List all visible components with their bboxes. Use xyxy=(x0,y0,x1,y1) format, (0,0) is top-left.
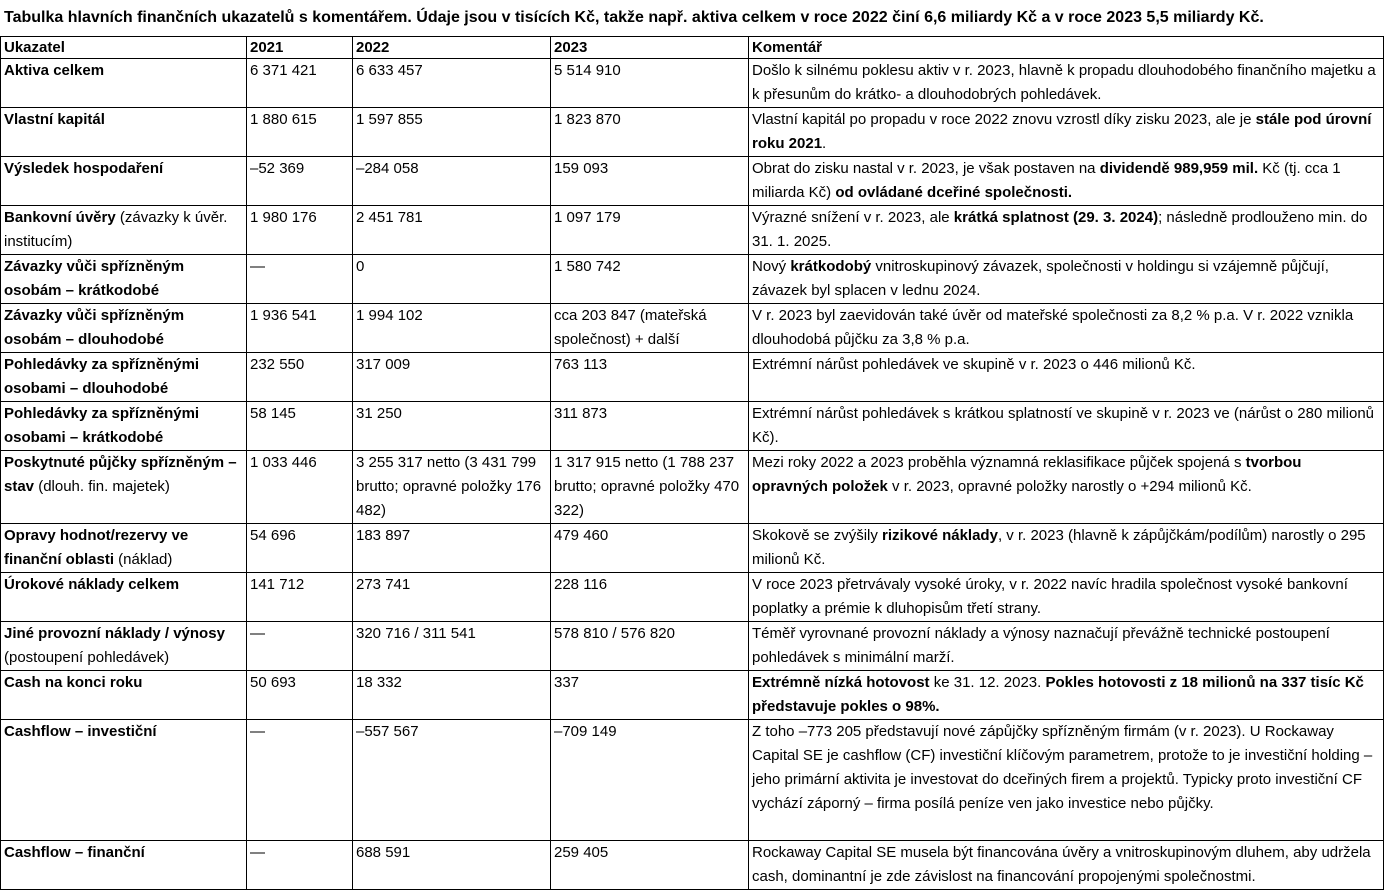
comment-cell-text: Z toho –773 205 představují nové zápůjčky spřízněným firmám (v r. 2023). U Rockaway Capital SE je cashflow (CF) investiční klíčovým parametrem, protože to je investiční holding – jeho primární aktivita je investovat do dceřiných firem a projektů. Typicky proto investiční CF vychází záporný – firma posílá peníze ven jako investice nebo půjčky. xyxy=(752,723,1373,812)
table-row xyxy=(1,304,1384,353)
indicator-cell xyxy=(1,720,247,841)
table-row xyxy=(1,573,1384,622)
table-row xyxy=(1,402,1384,451)
value-2021-cell: — xyxy=(247,622,353,671)
indicator-cell-text: Závazky vůči spřízněným osobám – dlouhodobé xyxy=(4,307,185,348)
value-2021-cell: –52 369 xyxy=(247,157,353,206)
value-2023-cell: 763 113 xyxy=(551,353,749,402)
comment-cell xyxy=(749,841,1384,890)
value-2023-cell: 1 580 742 xyxy=(551,255,749,304)
value-2021-cell: 50 693 xyxy=(247,671,353,720)
indicator-cell-text: Pohledávky za spřízněnými osobami – dlouhodobé xyxy=(4,356,200,397)
header-indicator: Ukazatel xyxy=(1,37,247,59)
indicator-cell-text: Výsledek hospodaření xyxy=(4,160,164,177)
indicator-cell-text: Jiné provozní náklady / výnosy xyxy=(4,625,225,642)
value-2023-cell: 5 514 910 xyxy=(551,59,749,108)
comment-cell-text: Rockaway Capital SE musela být financována úvěry a vnitroskupinovým dluhem, aby udržela cash, dominantní je zde závislost na financování propojenými společnostmi. xyxy=(752,844,1371,885)
value-2021-cell: 232 550 xyxy=(247,353,353,402)
value-2023-cell: 337 xyxy=(551,671,749,720)
value-2022-cell: 273 741 xyxy=(353,573,551,622)
table-row xyxy=(1,671,1384,720)
comment-cell-text: Došlo k silnému poklesu aktiv v r. 2023, hlavně k propadu dlouhodobého finančního majetku a k přesunům do krátko- a dlouhodobrých pohledávek. xyxy=(752,62,1376,103)
comment-cell-text: dividendě 989,959 mil. xyxy=(1099,160,1259,177)
indicator-cell-text: Vlastní kapitál xyxy=(4,111,105,128)
indicator-cell-text: Pohledávky za spřízněnými osobami – krátkodobé xyxy=(4,405,200,446)
comment-cell-text: . xyxy=(822,135,827,152)
comment-cell-text: krátkodobý xyxy=(790,258,872,275)
indicator-cell-text: Bankovní úvěry xyxy=(4,209,116,226)
value-2021-cell: — xyxy=(247,841,353,890)
value-2023-cell: 311 873 xyxy=(551,402,749,451)
indicator-cell xyxy=(1,402,247,451)
table-caption: Tabulka hlavních finančních ukazatelů s komentářem. Údaje jsou v tisících Kč, takže např. aktiva celkem v roce 2022 činí 6,6 miliardy Kč a v roce 2023 5,5 miliardy Kč. xyxy=(4,9,1264,26)
indicator-cell-text: Úrokové náklady celkem xyxy=(4,576,180,593)
comment-cell-text: Mezi roky 2022 a 2023 proběhla významná reklasifikace půjček spojená s xyxy=(752,454,1246,471)
comment-cell-text: vnitroskupinový závazek, společnosti v holdingu si vzájemně půjčují, závazek byl splacen v lednu 2024. xyxy=(752,258,1329,299)
comment-cell xyxy=(749,451,1384,524)
indicator-cell-text: Závazky vůči spřízněným osobám – krátkodobé xyxy=(4,258,185,299)
value-2021-cell: 1 880 615 xyxy=(247,108,353,157)
value-2021-cell: 1 033 446 xyxy=(247,451,353,524)
table-row xyxy=(1,108,1384,157)
comment-cell xyxy=(749,108,1384,157)
indicator-cell xyxy=(1,841,247,890)
indicator-cell-text: (náklad) xyxy=(114,551,173,568)
comment-cell-text: v r. 2023, opravné položky narostly o +294 milionů Kč. xyxy=(887,478,1252,495)
indicator-cell xyxy=(1,353,247,402)
header-2021: 2021 xyxy=(247,37,353,59)
indicator-cell xyxy=(1,304,247,353)
table-header-row xyxy=(1,37,1384,59)
header-2023: 2023 xyxy=(551,37,749,59)
value-2023-cell: 228 116 xyxy=(551,573,749,622)
comment-cell-text: Vlastní kapitál po propadu v roce 2022 znovu vzrostl díky zisku 2023, ale je xyxy=(752,111,1256,128)
comment-cell xyxy=(749,206,1384,255)
indicator-cell xyxy=(1,255,247,304)
comment-cell-text: Extrémně nízká hotovost xyxy=(752,674,930,691)
value-2021-cell: 58 145 xyxy=(247,402,353,451)
comment-cell-text: Obrat do zisku nastal v r. 2023, je však postaven na xyxy=(752,160,1100,177)
indicator-cell xyxy=(1,451,247,524)
table-row xyxy=(1,255,1384,304)
table-row xyxy=(1,206,1384,255)
comment-cell-text: Téměř vyrovnané provozní náklady a výnosy naznačují převážně technické postoupení pohledávek s minimální marží. xyxy=(752,625,1330,666)
table-row xyxy=(1,524,1384,573)
indicator-cell-text: Opravy hodnot/rezervy ve finanční oblasti xyxy=(4,527,189,568)
comment-cell xyxy=(749,524,1384,573)
comment-cell xyxy=(749,304,1384,353)
comment-cell-text: Skokově se zvýšily xyxy=(752,527,883,544)
comment-cell-text: krátká splatnost (29. 3. 2024) xyxy=(953,209,1159,226)
comment-cell-text: rizikové náklady xyxy=(882,527,998,544)
comment-cell xyxy=(749,720,1384,841)
indicator-cell-text: (postoupení pohledávek) xyxy=(4,649,170,666)
comment-cell-text: tvorbou opravných položek xyxy=(752,454,1302,495)
value-2023-cell: 159 093 xyxy=(551,157,749,206)
table-body xyxy=(1,59,1384,890)
indicator-cell-text: Cashflow – finanční xyxy=(4,844,145,861)
comment-cell xyxy=(749,402,1384,451)
indicator-cell xyxy=(1,622,247,671)
value-2022-cell: 31 250 xyxy=(353,402,551,451)
value-2023-cell: 1 823 870 xyxy=(551,108,749,157)
value-2023-cell: 479 460 xyxy=(551,524,749,573)
comment-cell xyxy=(749,255,1384,304)
value-2022-cell: 0 xyxy=(353,255,551,304)
comment-cell-text: Pokles hotovosti z 18 milionů na 337 tisíc Kč představuje pokles o 98%. xyxy=(752,674,1364,715)
indicator-cell xyxy=(1,108,247,157)
value-2022-cell: 3 255 317 netto (3 431 799 brutto; opravné položky 176 482) xyxy=(353,451,551,524)
value-2022-cell: 320 716 / 311 541 xyxy=(353,622,551,671)
value-2023-cell: 578 810 / 576 820 xyxy=(551,622,749,671)
comment-cell-text: Výrazné snížení v r. 2023, ale xyxy=(752,209,954,226)
comment-cell xyxy=(749,157,1384,206)
value-2023-cell: cca 203 847 (mateřská společnost) + další xyxy=(551,304,749,353)
value-2021-cell: — xyxy=(247,255,353,304)
comment-cell-text: od ovládané dceřiné společnosti. xyxy=(835,184,1073,201)
comment-cell-text: ke 31. 12. 2023. xyxy=(929,674,1046,691)
value-2022-cell: 1 994 102 xyxy=(353,304,551,353)
header-comment: Komentář xyxy=(749,37,1384,59)
table-row xyxy=(1,720,1384,841)
indicator-cell-text: Aktiva celkem xyxy=(4,62,105,79)
value-2023-cell: –709 149 xyxy=(551,720,749,841)
indicator-cell xyxy=(1,524,247,573)
value-2021-cell: 1 936 541 xyxy=(247,304,353,353)
value-2021-cell: — xyxy=(247,720,353,841)
table-row xyxy=(1,157,1384,206)
comment-cell-text: stále pod úrovní roku 2021 xyxy=(752,111,1372,152)
comment-cell-text: Extrémní nárůst pohledávek s krátkou splatností ve skupině v r. 2023 ve (nárůst o 280 milionů Kč). xyxy=(752,405,1375,446)
comment-cell-text: , v r. 2023 (hlavně k zápůjčkám/podílům) narostly o 295 milionů Kč. xyxy=(752,527,1366,568)
comment-cell-text: Nový xyxy=(752,258,791,275)
header-2022: 2022 xyxy=(353,37,551,59)
comment-cell-text: V r. 2023 byl zaevidován také úvěr od mateřské společnosti za 8,2 % p.a. V r. 2022 vznikla dlouhodobá půjčku za 3,8 % p.a. xyxy=(752,307,1354,348)
comment-cell xyxy=(749,59,1384,108)
comment-cell-text: Extrémní nárůst pohledávek ve skupině v r. 2023 o 446 milionů Kč. xyxy=(752,356,1196,373)
indicator-cell-text: Poskytnuté půjčky spřízněným – stav xyxy=(4,454,237,495)
value-2022-cell: –284 058 xyxy=(353,157,551,206)
indicator-cell-text: (závazky k úvěr. institucím) xyxy=(4,209,228,250)
table-row xyxy=(1,59,1384,108)
indicator-cell xyxy=(1,573,247,622)
table-row xyxy=(1,353,1384,402)
indicator-cell-text: Cashflow – investiční xyxy=(4,723,157,740)
indicator-cell xyxy=(1,59,247,108)
table-row xyxy=(1,841,1384,890)
indicator-cell xyxy=(1,157,247,206)
comment-cell xyxy=(749,671,1384,720)
comment-cell xyxy=(749,573,1384,622)
value-2021-cell: 54 696 xyxy=(247,524,353,573)
comment-cell xyxy=(749,622,1384,671)
comment-cell-text: ; následně prodlouženo min. do 31. 1. 2025. xyxy=(752,209,1368,250)
value-2022-cell: 18 332 xyxy=(353,671,551,720)
indicator-cell xyxy=(1,671,247,720)
value-2022-cell: 6 633 457 xyxy=(353,59,551,108)
indicator-cell xyxy=(1,206,247,255)
table-row xyxy=(1,622,1384,671)
indicator-cell-text: Cash na konci roku xyxy=(4,674,143,691)
value-2023-cell: 259 405 xyxy=(551,841,749,890)
value-2022-cell: 183 897 xyxy=(353,524,551,573)
comment-cell-text: Kč (tj. cca 1 miliarda Kč) xyxy=(752,160,1341,201)
table-row xyxy=(1,451,1384,524)
comment-cell-text: V roce 2023 přetrvávaly vysoké úroky, v r. 2022 navíc hradila společnost vysoké bankovní poplatky a prémie k dluhopisům třetí strany. xyxy=(752,576,1348,617)
value-2023-cell: 1 317 915 netto (1 788 237 brutto; opravné položky 470 322) xyxy=(551,451,749,524)
value-2023-cell: 1 097 179 xyxy=(551,206,749,255)
financial-indicators-table xyxy=(0,36,1384,890)
value-2021-cell: 6 371 421 xyxy=(247,59,353,108)
value-2021-cell: 141 712 xyxy=(247,573,353,622)
value-2022-cell: 317 009 xyxy=(353,353,551,402)
value-2022-cell: 1 597 855 xyxy=(353,108,551,157)
comment-cell xyxy=(749,353,1384,402)
value-2021-cell: 1 980 176 xyxy=(247,206,353,255)
value-2022-cell: 688 591 xyxy=(353,841,551,890)
value-2022-cell: 2 451 781 xyxy=(353,206,551,255)
value-2022-cell: –557 567 xyxy=(353,720,551,841)
indicator-cell-text: (dlouh. fin. majetek) xyxy=(34,478,170,495)
